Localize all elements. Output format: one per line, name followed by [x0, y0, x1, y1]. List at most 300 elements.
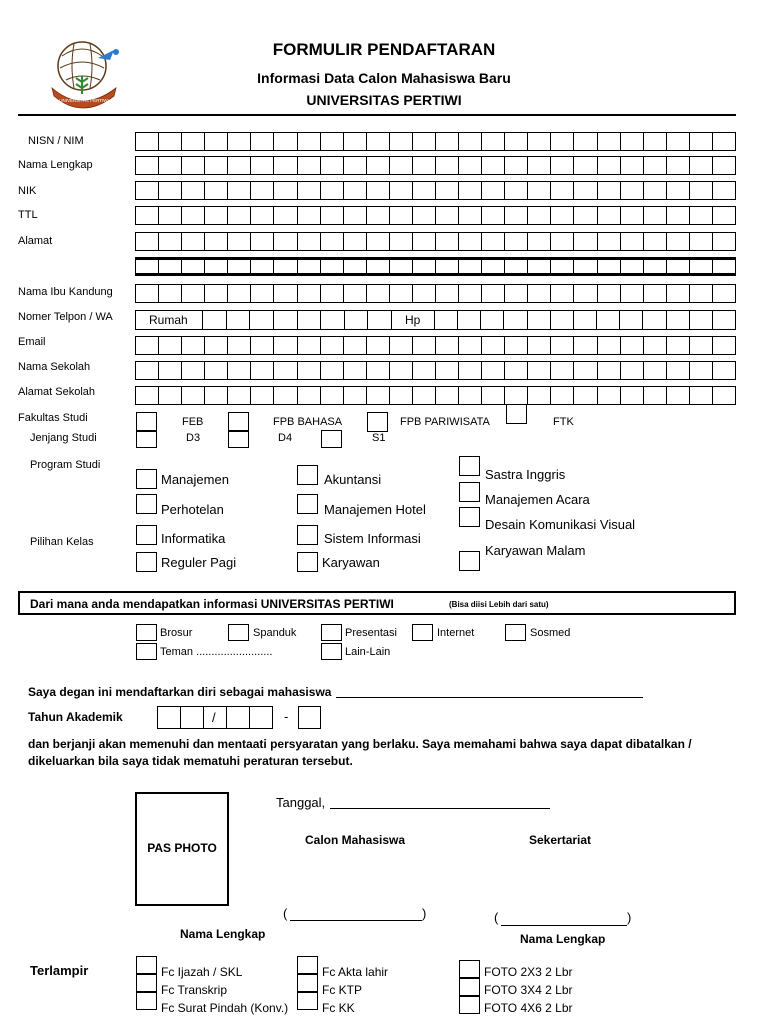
- char-box[interactable]: [436, 232, 459, 251]
- char-box[interactable]: [551, 361, 574, 380]
- char-box[interactable]: [644, 132, 667, 151]
- char-box[interactable]: [621, 181, 644, 200]
- char-box[interactable]: [528, 206, 551, 225]
- char-box[interactable]: [159, 232, 182, 251]
- char-box[interactable]: [482, 259, 505, 274]
- char-box[interactable]: [367, 132, 390, 151]
- char-box[interactable]: [481, 310, 504, 330]
- char-box[interactable]: [598, 156, 621, 175]
- char-box[interactable]: [667, 206, 690, 225]
- char-box[interactable]: [459, 232, 482, 251]
- char-box[interactable]: [274, 156, 297, 175]
- char-box[interactable]: [574, 156, 597, 175]
- char-box[interactable]: [367, 181, 390, 200]
- char-box[interactable]: [321, 259, 344, 274]
- char-box[interactable]: [251, 336, 274, 355]
- char-box[interactable]: [574, 284, 597, 303]
- checkbox-ijazah[interactable]: [136, 956, 157, 974]
- checkbox-internet[interactable]: [412, 624, 433, 641]
- char-box[interactable]: [551, 259, 574, 274]
- signature-line-calon[interactable]: [290, 920, 422, 921]
- char-box[interactable]: [713, 181, 736, 200]
- char-box[interactable]: [505, 156, 528, 175]
- char-box[interactable]: [390, 336, 413, 355]
- char-box[interactable]: [644, 259, 667, 274]
- checkbox-foto-3x4[interactable]: [459, 978, 480, 996]
- char-box[interactable]: [690, 206, 713, 225]
- char-box[interactable]: [274, 284, 297, 303]
- checkbox-informatika[interactable]: [136, 525, 157, 545]
- char-box[interactable]: [228, 181, 251, 200]
- char-box[interactable]: [713, 284, 736, 303]
- char-box[interactable]: [413, 232, 436, 251]
- char-box[interactable]: [667, 284, 690, 303]
- char-box[interactable]: [182, 361, 205, 380]
- char-box[interactable]: [344, 181, 367, 200]
- char-box[interactable]: [205, 181, 228, 200]
- char-box[interactable]: [251, 206, 274, 225]
- char-box[interactable]: [367, 259, 390, 274]
- char-box[interactable]: [436, 206, 459, 225]
- checkbox-ftk[interactable]: [506, 404, 527, 424]
- char-box[interactable]: [251, 156, 274, 175]
- char-box[interactable]: [344, 336, 367, 355]
- char-box[interactable]: [459, 259, 482, 274]
- char-box[interactable]: [274, 386, 297, 405]
- char-box[interactable]: [621, 132, 644, 151]
- char-box[interactable]: [482, 284, 505, 303]
- char-box[interactable]: [574, 310, 597, 330]
- char-box[interactable]: [436, 361, 459, 380]
- char-box[interactable]: [205, 259, 228, 274]
- char-box[interactable]: [182, 156, 205, 175]
- char-box[interactable]: [251, 181, 274, 200]
- checkbox-lain-lain[interactable]: [321, 643, 342, 660]
- char-box[interactable]: [482, 181, 505, 200]
- checkbox-s1[interactable]: [321, 430, 342, 448]
- char-box[interactable]: [205, 386, 228, 405]
- char-box[interactable]: [135, 181, 159, 200]
- signature-line-sekertariat[interactable]: [501, 925, 627, 926]
- char-box[interactable]: [205, 206, 228, 225]
- char-box[interactable]: [135, 232, 159, 251]
- char-box[interactable]: [250, 310, 274, 330]
- char-box[interactable]: [159, 259, 182, 274]
- char-box[interactable]: [344, 361, 367, 380]
- char-box[interactable]: [135, 284, 159, 303]
- char-box[interactable]: [344, 206, 367, 225]
- char-box[interactable]: [182, 132, 205, 151]
- nik-input[interactable]: [135, 181, 736, 200]
- char-box[interactable]: [274, 310, 298, 330]
- char-box[interactable]: [667, 232, 690, 251]
- char-box[interactable]: [159, 132, 182, 151]
- checkbox-fpb-bahasa[interactable]: [228, 412, 249, 432]
- alamat-sekolah-input[interactable]: [135, 386, 736, 405]
- char-box[interactable]: [551, 336, 574, 355]
- char-box[interactable]: [574, 232, 597, 251]
- char-box[interactable]: [367, 232, 390, 251]
- char-box[interactable]: [228, 361, 251, 380]
- char-box[interactable]: [667, 361, 690, 380]
- tanggal-blank[interactable]: [330, 808, 550, 809]
- char-box[interactable]: [482, 232, 505, 251]
- char-box[interactable]: [135, 336, 159, 355]
- nama-input[interactable]: [135, 156, 736, 175]
- char-box[interactable]: [644, 386, 667, 405]
- char-box[interactable]: [182, 232, 205, 251]
- char-box[interactable]: [690, 361, 713, 380]
- char-box[interactable]: [598, 284, 621, 303]
- char-box[interactable]: [344, 284, 367, 303]
- char-box[interactable]: [413, 156, 436, 175]
- char-box[interactable]: [528, 156, 551, 175]
- checkbox-manajemen-hotel[interactable]: [297, 494, 318, 514]
- char-box[interactable]: [298, 259, 321, 274]
- checkbox-akta[interactable]: [297, 956, 318, 974]
- char-box[interactable]: [390, 181, 413, 200]
- char-box[interactable]: [321, 336, 344, 355]
- char-box[interactable]: [135, 259, 159, 274]
- char-box[interactable]: [436, 132, 459, 151]
- checkbox-foto-4x6[interactable]: [459, 996, 480, 1014]
- char-box[interactable]: [159, 156, 182, 175]
- char-box[interactable]: [436, 259, 459, 274]
- char-box[interactable]: [621, 206, 644, 225]
- checkbox-sistem-informasi[interactable]: [297, 525, 318, 545]
- char-box[interactable]: [159, 284, 182, 303]
- char-box[interactable]: [298, 156, 321, 175]
- tahun-box-3[interactable]: [203, 706, 227, 729]
- char-box[interactable]: [713, 132, 736, 151]
- char-box[interactable]: [274, 181, 297, 200]
- char-box[interactable]: [227, 310, 251, 330]
- char-box[interactable]: [298, 361, 321, 380]
- tahun-box-4[interactable]: [226, 706, 250, 729]
- char-box[interactable]: [644, 336, 667, 355]
- char-box[interactable]: [344, 132, 367, 151]
- checkbox-manajemen-acara[interactable]: [459, 482, 480, 502]
- char-box[interactable]: [528, 259, 551, 274]
- char-box[interactable]: [205, 361, 228, 380]
- char-box[interactable]: [551, 284, 574, 303]
- char-box[interactable]: [390, 206, 413, 225]
- char-box[interactable]: [713, 310, 736, 330]
- char-box[interactable]: [459, 181, 482, 200]
- char-box[interactable]: [505, 232, 528, 251]
- nisn-input[interactable]: [135, 132, 736, 151]
- char-box[interactable]: [690, 259, 713, 274]
- checkbox-teman[interactable]: [136, 643, 157, 660]
- char-box[interactable]: [713, 336, 736, 355]
- checkbox-akuntansi[interactable]: [297, 465, 318, 485]
- char-box[interactable]: [436, 156, 459, 175]
- char-box[interactable]: [528, 386, 551, 405]
- char-box[interactable]: [159, 206, 182, 225]
- char-box[interactable]: [367, 336, 390, 355]
- char-box[interactable]: [504, 310, 527, 330]
- char-box[interactable]: [182, 336, 205, 355]
- char-box[interactable]: [505, 361, 528, 380]
- checkbox-karyawan-malam[interactable]: [459, 551, 480, 571]
- checkbox-foto-2x3[interactable]: [459, 960, 480, 978]
- char-box[interactable]: [505, 206, 528, 225]
- char-box[interactable]: [667, 156, 690, 175]
- char-box[interactable]: [344, 232, 367, 251]
- char-box[interactable]: [598, 361, 621, 380]
- char-box[interactable]: [228, 386, 251, 405]
- char-box[interactable]: [321, 386, 344, 405]
- checkbox-presentasi[interactable]: [321, 624, 342, 641]
- char-box[interactable]: [298, 132, 321, 151]
- char-box[interactable]: [505, 132, 528, 151]
- char-box[interactable]: [135, 156, 159, 175]
- char-box[interactable]: [413, 206, 436, 225]
- char-box[interactable]: [274, 259, 297, 274]
- char-box[interactable]: [621, 156, 644, 175]
- char-box[interactable]: [505, 259, 528, 274]
- char-box[interactable]: [551, 156, 574, 175]
- char-box[interactable]: [505, 181, 528, 200]
- rumah-input[interactable]: [202, 310, 392, 330]
- char-box[interactable]: [598, 181, 621, 200]
- char-box[interactable]: [690, 386, 713, 405]
- char-box[interactable]: [251, 132, 274, 151]
- char-box[interactable]: [643, 310, 666, 330]
- char-box[interactable]: [690, 132, 713, 151]
- checkbox-fpb-pariwisata[interactable]: [367, 412, 388, 432]
- char-box[interactable]: [598, 232, 621, 251]
- char-box[interactable]: [667, 310, 690, 330]
- char-box[interactable]: [228, 284, 251, 303]
- char-box[interactable]: [182, 259, 205, 274]
- char-box[interactable]: [528, 181, 551, 200]
- char-box[interactable]: [690, 310, 713, 330]
- char-box[interactable]: [367, 156, 390, 175]
- char-box[interactable]: [390, 259, 413, 274]
- char-box[interactable]: [367, 361, 390, 380]
- char-box[interactable]: [528, 361, 551, 380]
- checkbox-sastra-inggris[interactable]: [459, 456, 480, 476]
- char-box[interactable]: [182, 181, 205, 200]
- char-box[interactable]: [551, 181, 574, 200]
- char-box[interactable]: [205, 336, 228, 355]
- char-box[interactable]: [205, 284, 228, 303]
- char-box[interactable]: [228, 132, 251, 151]
- char-box[interactable]: [274, 132, 297, 151]
- char-box[interactable]: [413, 181, 436, 200]
- char-box[interactable]: [228, 156, 251, 175]
- char-box[interactable]: [228, 259, 251, 274]
- tahun-box-1[interactable]: [157, 706, 181, 729]
- char-box[interactable]: [459, 336, 482, 355]
- char-box[interactable]: [367, 284, 390, 303]
- char-box[interactable]: [159, 386, 182, 405]
- char-box[interactable]: [159, 361, 182, 380]
- char-box[interactable]: [321, 206, 344, 225]
- checkbox-d3[interactable]: [136, 430, 157, 448]
- char-box[interactable]: [644, 156, 667, 175]
- checkbox-feb[interactable]: [136, 412, 157, 432]
- char-box[interactable]: [321, 156, 344, 175]
- char-box[interactable]: [413, 132, 436, 151]
- char-box[interactable]: [390, 132, 413, 151]
- declaration-blank[interactable]: [336, 697, 643, 698]
- char-box[interactable]: [598, 386, 621, 405]
- char-box[interactable]: [621, 232, 644, 251]
- char-box[interactable]: [482, 132, 505, 151]
- char-box[interactable]: [667, 336, 690, 355]
- char-box[interactable]: [321, 232, 344, 251]
- char-box[interactable]: [135, 386, 159, 405]
- char-box[interactable]: [321, 181, 344, 200]
- char-box[interactable]: [135, 132, 159, 151]
- checkbox-kk[interactable]: [297, 992, 318, 1010]
- char-box[interactable]: [298, 310, 322, 330]
- checkbox-manajemen[interactable]: [136, 469, 157, 489]
- char-box[interactable]: [621, 361, 644, 380]
- char-box[interactable]: [644, 284, 667, 303]
- char-box[interactable]: [202, 310, 227, 330]
- char-box[interactable]: [159, 336, 182, 355]
- tahun-box-5[interactable]: [249, 706, 273, 729]
- char-box[interactable]: [574, 206, 597, 225]
- char-box[interactable]: [298, 181, 321, 200]
- char-box[interactable]: [620, 310, 643, 330]
- checkbox-reguler-pagi[interactable]: [136, 552, 157, 572]
- char-box[interactable]: [644, 206, 667, 225]
- char-box[interactable]: [713, 232, 736, 251]
- char-box[interactable]: [574, 386, 597, 405]
- char-box[interactable]: [413, 361, 436, 380]
- checkbox-spanduk[interactable]: [228, 624, 249, 641]
- char-box[interactable]: [298, 206, 321, 225]
- char-box[interactable]: [551, 310, 574, 330]
- char-box[interactable]: [574, 336, 597, 355]
- char-box[interactable]: [205, 232, 228, 251]
- char-box[interactable]: [551, 206, 574, 225]
- char-box[interactable]: [390, 156, 413, 175]
- char-box[interactable]: [205, 156, 228, 175]
- char-box[interactable]: [574, 259, 597, 274]
- char-box[interactable]: [159, 181, 182, 200]
- char-box[interactable]: [482, 336, 505, 355]
- char-box[interactable]: [690, 181, 713, 200]
- char-box[interactable]: [574, 132, 597, 151]
- char-box[interactable]: [182, 206, 205, 225]
- checkbox-transkrip[interactable]: [136, 974, 157, 992]
- char-box[interactable]: [298, 284, 321, 303]
- char-box[interactable]: [598, 132, 621, 151]
- char-box[interactable]: [321, 361, 344, 380]
- char-box[interactable]: [551, 386, 574, 405]
- char-box[interactable]: [321, 310, 345, 330]
- char-box[interactable]: [135, 361, 159, 380]
- char-box[interactable]: [298, 386, 321, 405]
- char-box[interactable]: [368, 310, 392, 330]
- char-box[interactable]: [367, 386, 390, 405]
- char-box[interactable]: [298, 232, 321, 251]
- char-box[interactable]: [597, 310, 620, 330]
- char-box[interactable]: [644, 181, 667, 200]
- char-box[interactable]: [390, 284, 413, 303]
- char-box[interactable]: [528, 284, 551, 303]
- char-box[interactable]: [528, 310, 551, 330]
- char-box[interactable]: [713, 156, 736, 175]
- tahun-box-6[interactable]: [298, 706, 321, 729]
- tahun-box-2[interactable]: [180, 706, 204, 729]
- char-box[interactable]: [667, 132, 690, 151]
- char-box[interactable]: [644, 361, 667, 380]
- char-box[interactable]: [690, 336, 713, 355]
- char-box[interactable]: [344, 259, 367, 274]
- alamat-input-2[interactable]: [135, 257, 736, 276]
- char-box[interactable]: [367, 206, 390, 225]
- char-box[interactable]: [205, 132, 228, 151]
- checkbox-d4[interactable]: [228, 430, 249, 448]
- char-box[interactable]: [436, 386, 459, 405]
- checkbox-karyawan[interactable]: [297, 552, 318, 572]
- char-box[interactable]: [667, 181, 690, 200]
- sekolah-input[interactable]: [135, 361, 736, 380]
- char-box[interactable]: [390, 232, 413, 251]
- char-box[interactable]: [528, 232, 551, 251]
- char-box[interactable]: [458, 310, 481, 330]
- char-box[interactable]: [321, 284, 344, 303]
- char-box[interactable]: [228, 232, 251, 251]
- char-box[interactable]: [274, 206, 297, 225]
- char-box[interactable]: [621, 259, 644, 274]
- char-box[interactable]: [598, 206, 621, 225]
- char-box[interactable]: [274, 336, 297, 355]
- char-box[interactable]: [274, 232, 297, 251]
- char-box[interactable]: [436, 284, 459, 303]
- char-box[interactable]: [251, 361, 274, 380]
- checkbox-brosur[interactable]: [136, 624, 157, 641]
- char-box[interactable]: [482, 206, 505, 225]
- char-box[interactable]: [551, 232, 574, 251]
- char-box[interactable]: [434, 310, 458, 330]
- char-box[interactable]: [667, 386, 690, 405]
- char-box[interactable]: [644, 232, 667, 251]
- checkbox-surat-pindah[interactable]: [136, 992, 157, 1010]
- char-box[interactable]: [551, 132, 574, 151]
- char-box[interactable]: [413, 386, 436, 405]
- char-box[interactable]: [413, 259, 436, 274]
- char-box[interactable]: [482, 386, 505, 405]
- char-box[interactable]: [413, 336, 436, 355]
- hp-input[interactable]: [434, 310, 736, 330]
- char-box[interactable]: [135, 206, 159, 225]
- char-box[interactable]: [505, 284, 528, 303]
- char-box[interactable]: [459, 132, 482, 151]
- char-box[interactable]: [251, 232, 274, 251]
- char-box[interactable]: [251, 386, 274, 405]
- char-box[interactable]: [574, 181, 597, 200]
- char-box[interactable]: [345, 310, 369, 330]
- char-box[interactable]: [459, 361, 482, 380]
- char-box[interactable]: [228, 206, 251, 225]
- char-box[interactable]: [528, 132, 551, 151]
- char-box[interactable]: [621, 386, 644, 405]
- char-box[interactable]: [528, 336, 551, 355]
- char-box[interactable]: [228, 336, 251, 355]
- char-box[interactable]: [436, 336, 459, 355]
- char-box[interactable]: [667, 259, 690, 274]
- email-input[interactable]: [135, 336, 736, 355]
- char-box[interactable]: [505, 386, 528, 405]
- char-box[interactable]: [713, 206, 736, 225]
